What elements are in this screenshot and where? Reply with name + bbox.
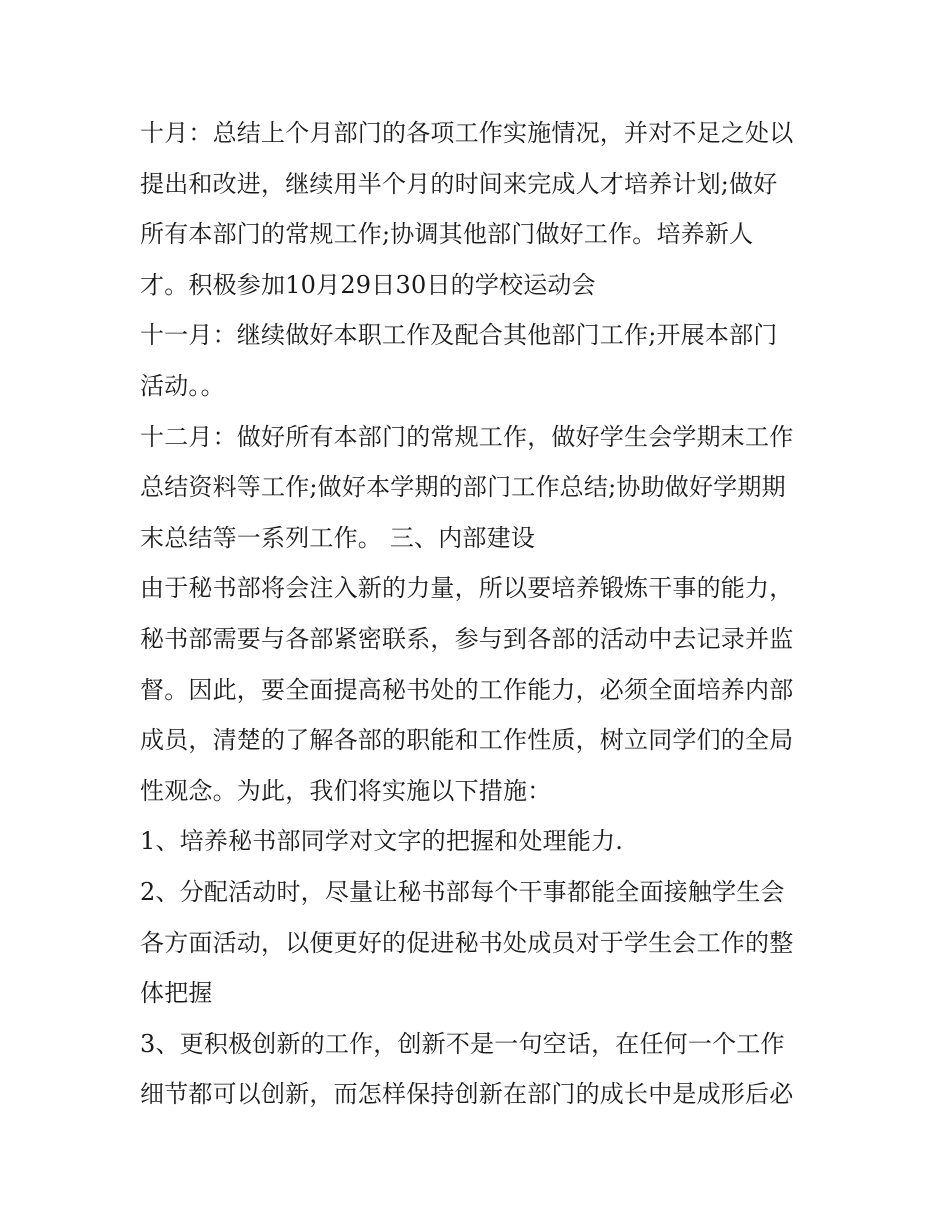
text-line: 活动。。 (140, 371, 225, 400)
text-line: 才。积极参加10月29日30日的学校运动会 (140, 270, 596, 299)
text-line: 末总结等一系列工作。 三、内部建设 (140, 523, 536, 552)
text-line: 总结资料等工作;做好本学期的部门工作总结;协助做好学期期 (140, 473, 786, 502)
text-line: 3、更积极创新的工作，创新不是一句空话，在任何一个工作 (140, 1029, 785, 1058)
text-line: 成员，清楚的了解各部的职能和工作性质，树立同学们的全局 (140, 726, 794, 755)
document-body (140, 108, 840, 1120)
text-line: 细节都可以创新，而怎样保持创新在部门的成长中是成形后必 (140, 1080, 794, 1109)
text-line: 所有本部门的常规工作;协调其他部门做好工作。培养新人 (140, 220, 754, 249)
text-line: 提出和改进，继续用半个月的时间来完成人才培养计划;做好 (140, 169, 778, 198)
text-line: 1、培养秘书部同学对文字的把握和处理能力. (140, 827, 624, 856)
text-line: 十二月：做好所有本部门的常规工作，做好学生会学期末工作 (140, 422, 794, 451)
text-line: 由于秘书部将会注入新的力量，所以要培养锻炼干事的能力， (140, 574, 794, 603)
text-line: 十月：总结上个月部门的各项工作实施情况，并对不足之处以 (140, 119, 794, 147)
text-line: 性观念。为此，我们将实施以下措施： (140, 776, 552, 805)
text-line: 2、分配活动时，尽量让秘书部每个干事都能全面接触学生会 (140, 877, 785, 906)
text-line: 各方面活动，以便更好的促进秘书处成员对于学生会工作的整 (140, 928, 794, 957)
text-line: 体把握 (140, 979, 213, 1008)
text-line: 十一月：继续做好本职工作及配合其他部门工作;开展本部门 (140, 321, 778, 350)
text-line: 督。因此，要全面提高秘书处的工作能力，必须全面培养内部 (140, 675, 794, 704)
text-line: 秘书部需要与各部紧密联系，参与到各部的活动中去记录并监 (140, 624, 794, 653)
